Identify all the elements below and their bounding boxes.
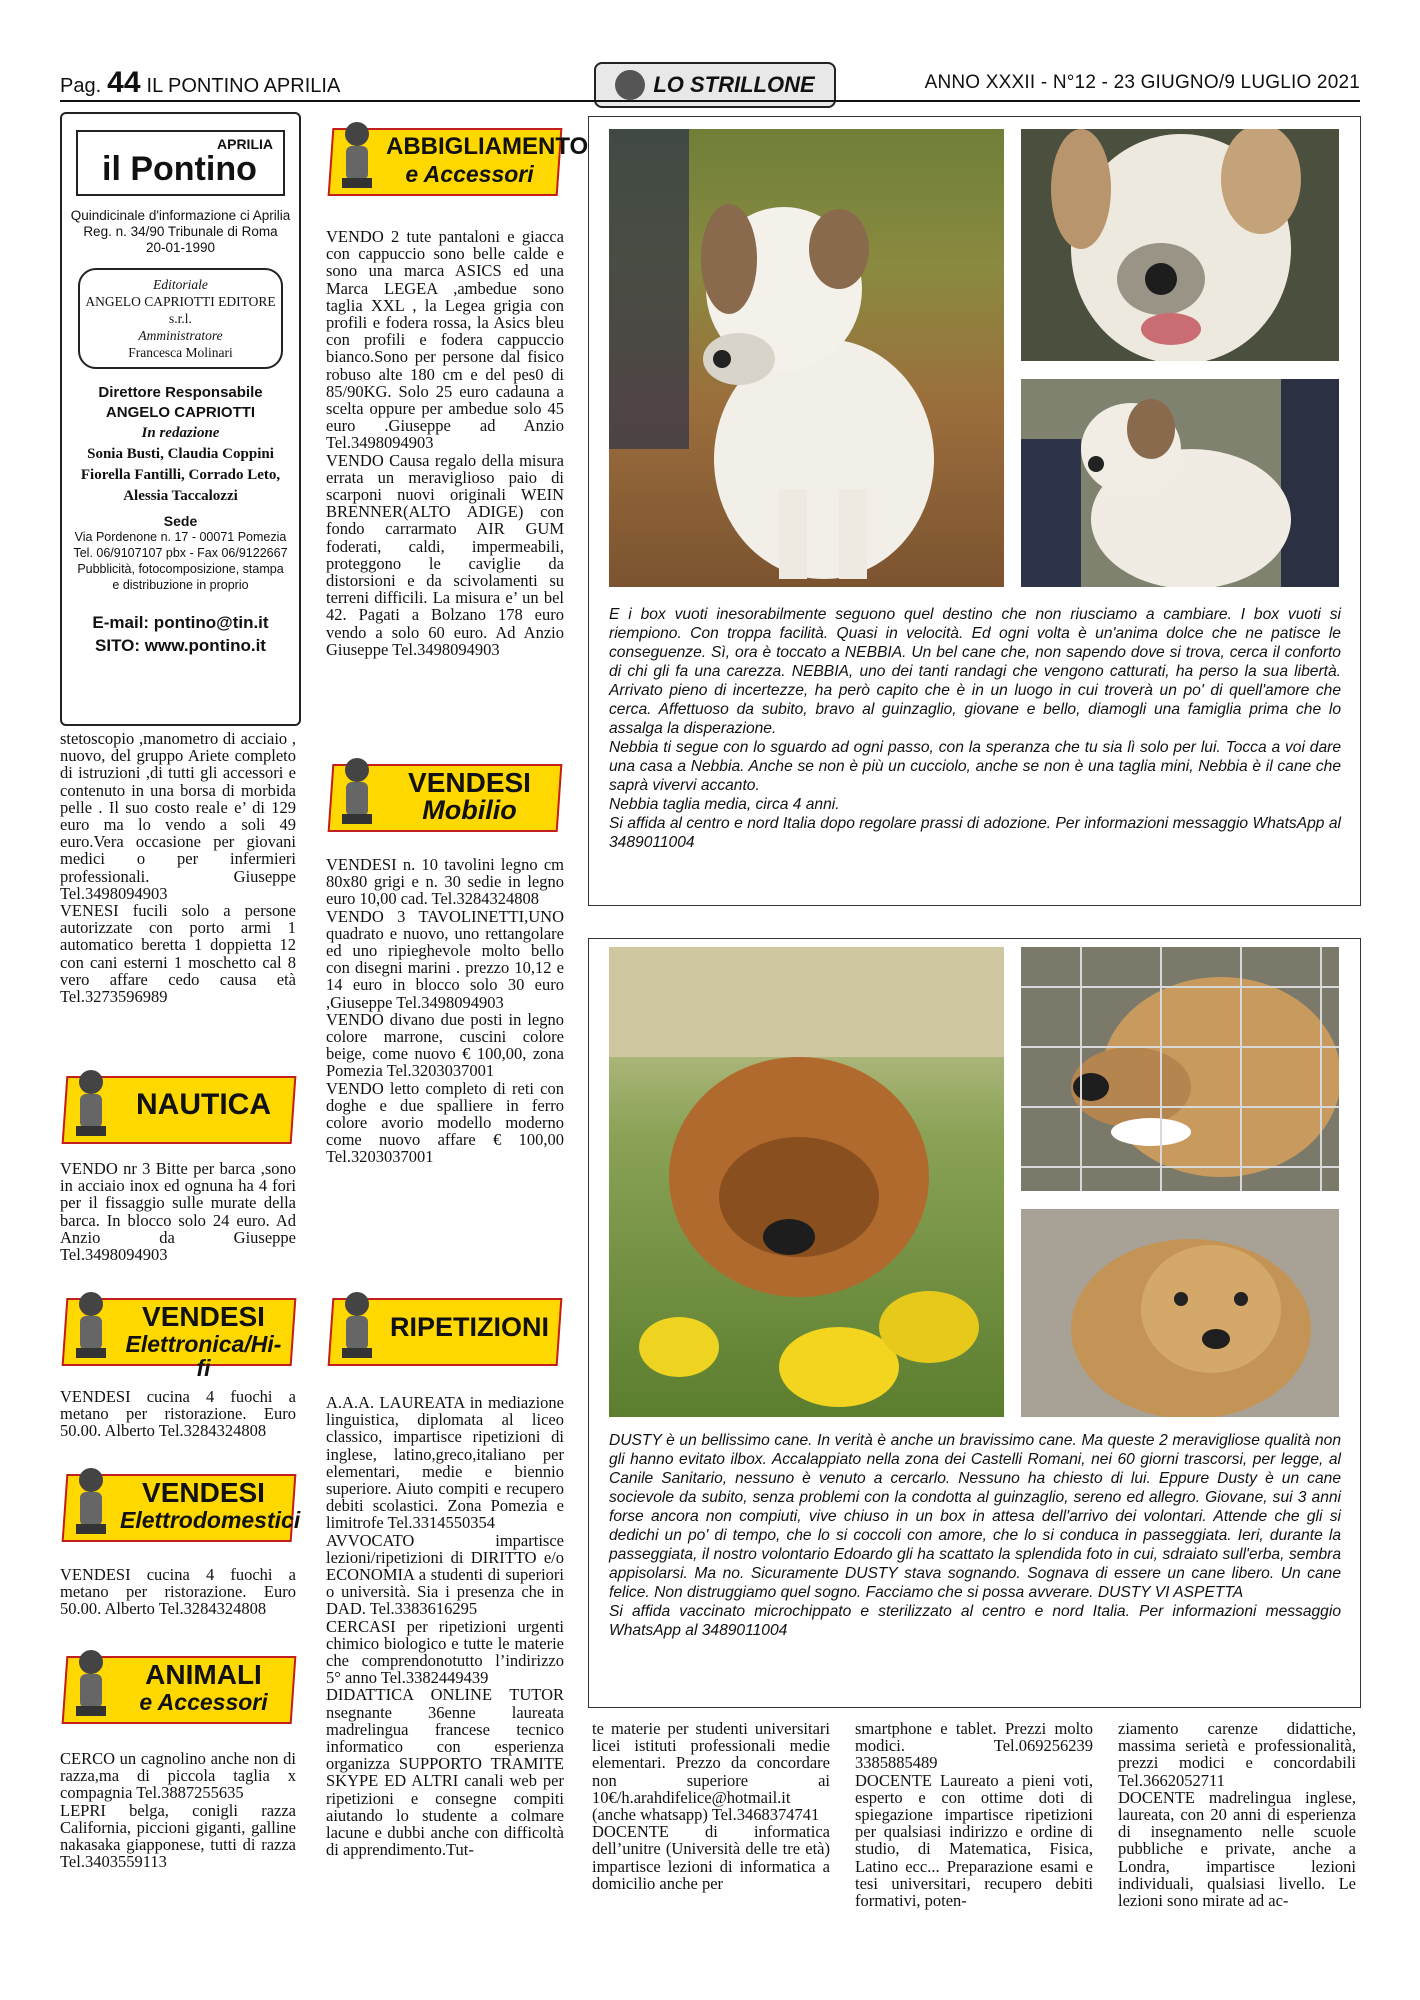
- masthead-title-box: [76, 130, 285, 196]
- sede-label: Sede: [163, 513, 198, 529]
- section-subtitle: e Accessori: [405, 161, 534, 187]
- ad-tavolini: VENDESI n. 10 tavolini legno cm 80x80 grigi e n. 30 sedie in legno euro 10,00 cad. Tel.3284324808: [326, 855, 564, 909]
- staff-line: Sonia Busti, Claudia Coppini: [87, 446, 274, 462]
- section-title: ANIMALI: [145, 1659, 262, 1690]
- dog-photo-icon: [1021, 947, 1339, 1191]
- strillone-icon: [68, 1286, 114, 1366]
- admin-name: Francesca Molinari: [128, 345, 233, 360]
- page-header-left: [60, 66, 340, 100]
- ad-cercasi: CERCASI per ripetizioni urgenti chimico biologico e tutte le materie che comprendonotutto l’indirizzo 5° anno Tel.3382449439: [326, 1616, 564, 1688]
- redazione-label: In redazione: [141, 425, 220, 441]
- ad-docente-laureato: DOCENTE Laureato a pieni voti, esperto e con ottime doti di spiegazione impartisce ripetizioni per qualsiasi indirizzo e ordine di studio, di Matematica, Fisica, Latino ecc... Preparazione esami e tesi universitari, recupero debiti formativi, poten-: [855, 1770, 1093, 1911]
- strillone-icon: [334, 752, 380, 832]
- ad-cucina: VENDESI cucina 4 fuochi a metano per ristorazione. Euro 50.00. Alberto Tel.3284324808: [60, 1565, 296, 1619]
- strillone-icon: [68, 1644, 114, 1724]
- masthead-desc-line: Quindicinale d'informazione ci Aprilia: [70, 208, 291, 223]
- ad-laureata: A.A.A. LAUREATA in mediazione linguistica, diplomata al liceo classico, impartisce ripetizioni di inglese, latino,greco,italiano per elementari, medie e biennio superiore. Aiuto compiti e recupero debiti scolastici. Zona Pomezia e limitrofe Tel.3314550354: [326, 1393, 564, 1533]
- section-title: VENDESI: [408, 767, 531, 798]
- bottom-col-1: [592, 1720, 830, 1892]
- page-label: Pag.: [60, 75, 102, 97]
- ad-docente-informatica: DOCENTE di informatica dell’unitre (Università delle tre età) impartisce lezioni di informatica a domicilio anche per: [592, 1822, 830, 1893]
- redazione-block: [62, 423, 299, 507]
- mobilio-ads: [326, 856, 564, 1166]
- masthead-desc-line: Reg. n. 34/90 Tribunale di Roma: [83, 224, 278, 239]
- ripetizioni-ads: [326, 1394, 564, 1858]
- section-badge-animali: [60, 1640, 295, 1730]
- dusty-photo-main: [609, 947, 1004, 1417]
- section-subtitle: Elettrodomestici: [120, 1507, 301, 1533]
- section-subtitle: Mobilio: [422, 795, 517, 825]
- section-badge-nautica: [60, 1060, 295, 1150]
- nebbia-paragraph: E i box vuoti inesorabilmente seguono quel destino che non riusciamo a cambiare. I box vuoti si riempiono. Con troppa facilità. Quasi in velocità. Ed ogni volta è un'anima dolce che ne patisce le conseguenze. Sì, ora è toccato a NEBBIA. Un bel cane che, non sapendo dove si trova, cerca il conforto di chi gli fa una carezza. NEBBIA, uno dei tanti randagi che vengono catturati, ha perso la sua libertà. Arrivato pieno di incertezze, ha però capito che è in un luogo in cui troverà un po' di quell'amore che cerca. Affettuoso da subito, bravo al guinzaglio, giovane e bello, diamogli una famiglia prima che lo assalga la disperazione.: [609, 606, 1341, 737]
- staff-line: Alessia Taccalozzi: [123, 488, 238, 504]
- nebbia-paragraph: Si affida al centro e nord Italia dopo regolare prassi di adozione. Per informazioni messaggio WhatsApp al 3489011004: [609, 815, 1341, 851]
- bottom-col-2: [855, 1720, 1093, 1909]
- ad-cagnolino: CERCO un cagnolino anche non di razza,ma di piccola taglia x compagnia Tel.3887255635: [60, 1749, 296, 1803]
- nebbia-story: [609, 605, 1341, 852]
- ad-docente-inglese: DOCENTE madrelingua inglese, laureata, con 20 anni di esperienza di insegnamento nelle scuole pubbliche e private, anche a Londra, impartisce lezioni individuali, qualsiasi livello. Le lezioni sono mirate ad ac-: [1118, 1787, 1356, 1911]
- address-line: Via Pordenone n. 17 - 00071 Pomezia: [74, 530, 287, 544]
- admin-label: Amministratore: [138, 328, 223, 343]
- section-badge-elettronica: [60, 1282, 295, 1381]
- dog-photo-icon: [1021, 129, 1339, 361]
- page-number: 44: [107, 66, 141, 99]
- section-title: VENDESI: [142, 1301, 265, 1332]
- section-badge-abbigliamento: [326, 112, 589, 202]
- ad-bitte: VENDO nr 3 Bitte per barca ,sono in acciaio inox ed ognuna ha 4 fori per il fissaggio sulle murate della barca. In blocco solo 24 euro. Ad Anzio da Giuseppe Tel.3498094903: [60, 1159, 296, 1265]
- dusty-paragraph: DUSTY è un bellissimo cane. In verità è anche un bravissimo cane. Ma queste 2 meravigliose qualità non gli hanno evitato ilbox. Accalappiato nella zona dei Castelli Romani, nei 60 giorni trascorsi, per legge, al Canile Sanitario, nessuno è venuto a cercarlo. Nessuno ha chiesto di lui. Eppure Dusty è un cane socievole da subito, senza problemi con la condotta al guinzaglio, sereno ed allegro. Giovane, sui 3 anni forse ancora non compiuti, vive chiuso in un box in attesa dell'arrivo dei volontari. Attende che gli si dedichi un po' di tempo, che lo si coccoli con amore, che lo si conduca in passeggiata. Ieri, durante la passeggiata, il nostro volontario Edoardo gli ha scattato la splendida foto in cui, sdraiato sull'erba, sembra appisolarsi. Ma no. Sicuramente DUSTY stava sognando. Sognava di essere un cane libero. Un cane felice. Non distruggiamo quel sogno. Facciamo che si possa avverare. DUSTY VI ASPETTA: [609, 1432, 1341, 1601]
- masthead-desc-line: 20-01-1990: [145, 240, 216, 255]
- section-badge-ripetizioni: [326, 1282, 561, 1372]
- ad-stetoscopio: stetoscopio ,manometro di acciaio , nuovo, del gruppo Ariete completo di istruzioni ,di tutti gli accessori e contenuto in una borsa di morbida pelle . Il suo costo reale e’ di 129 euro ma lo vendo a soli 49 euro.Vera occasione per giovani medici o per infermieri professionali. Giuseppe Tel.3498094903: [60, 729, 296, 903]
- section-subtitle: Elettronica/Hi-fi: [125, 1331, 282, 1381]
- dog-photo-icon: [1021, 1209, 1339, 1417]
- section-title: VENDESI: [142, 1477, 265, 1508]
- strillone-icon: [68, 1064, 114, 1144]
- ad-scarponi: VENDO Causa regalo della misura errata un meraviglioso paio di scarponi nuovi originali WEIN BRENNER(ALTO ADIGE) con fondo carrarmato AIR GUM foderati, caldi, impermeabili, proteggono le caviglie da distorsioni e da scivolamenti su terreni difficili. La misura e’ un bel 42. Pagati a Bolzano 178 euro vendo a solo 60 euro. Ad Anzio Giuseppe Tel.3498094903: [326, 450, 564, 659]
- dusty-photo-lying: [1021, 1209, 1339, 1417]
- director-name: ANGELO CAPRIOTTI: [105, 404, 256, 421]
- logo-text: LO STRILLONE: [653, 72, 815, 97]
- editore-box: [78, 268, 283, 369]
- ad-divano: VENDO divano due posti in legno colore marrone, cuscini colore beige, come nuovo € 100,00, zona Pomezia Tel.3203037001: [326, 1009, 564, 1081]
- ad-cucina: VENDESI cucina 4 fuochi a metano per ristorazione. Euro 50.00. Alberto Tel.3284324808: [60, 1387, 296, 1441]
- dog-photo-icon: [609, 129, 1004, 587]
- editore-name: ANGELO CAPRIOTTI EDITORE s.r.l.: [85, 294, 276, 326]
- nebbia-photo-main: [609, 129, 1004, 587]
- dog-photo-icon: [609, 947, 1004, 1417]
- nebbia-panel: [588, 116, 1361, 906]
- address-line: Tel. 06/9107107 pbx - Fax 06/9122667: [73, 546, 288, 560]
- abbigliamento-ads: [326, 228, 564, 658]
- nebbia-photo-side: [1021, 379, 1339, 587]
- nebbia-photo-face: [1021, 129, 1339, 361]
- director-label: Direttore Responsabile: [98, 384, 263, 401]
- masthead-city: APRILIA: [217, 136, 273, 152]
- issue-info: ANNO XXXII - N°12 - 23 GIUGNO/9 LUGLIO 2021: [924, 72, 1360, 93]
- mascot-icon: [615, 70, 645, 100]
- address-line: Pubblicità, fotocomposizione, stampa: [77, 562, 284, 576]
- elettronica-ads: [60, 1388, 296, 1440]
- nautica-ads: [60, 1160, 296, 1263]
- ad-avvocato: AVVOCATO impartisce lezioni/ripetizioni di DIRITTO e/o ECONOMIA a studenti di superiori o università. Sia i presenza che in DAD. Tel.3383616295: [326, 1530, 564, 1619]
- header-rule: [60, 100, 1360, 102]
- nebbia-paragraph: Nebbia ti segue con lo sguardo ad ogni passo, con la speranza che tu sia lì solo per lui. Tocca a voi dare una casa a Nebbia. Anche se non è più un cucciolo, anche se non è una taglia mini, Nebbia è il cane che saprà vivervi accanto.: [609, 739, 1341, 794]
- col1-top-ads: [60, 730, 296, 1005]
- director-block: [62, 383, 299, 423]
- section-badge-elettrodomestici: [60, 1458, 301, 1548]
- section-subtitle: e Accessori: [139, 1689, 268, 1715]
- section-title: RIPETIZIONI: [389, 1312, 549, 1342]
- elettrodomestici-ads: [60, 1566, 296, 1618]
- ad-letto: VENDO letto completo di reti con doghe e due spalliere in ferro colore avorio modello moderno come nuovo affare € 100,00 Tel.3203037001: [326, 1078, 564, 1167]
- bottom-col-3: [1118, 1720, 1356, 1909]
- ad-fucili: VENESI fucili solo a persone autorizzate con porto armi 1 automatico beretta 1 doppietta 12 con cani esterni 1 moschetto cal 8 vero affare cedo causa età Tel.3273596989: [60, 901, 296, 1007]
- staff-line: Fiorella Fantilli, Corrado Leto,: [80, 467, 281, 483]
- section-title: ABBIGLIAMENTO: [386, 133, 589, 160]
- nebbia-paragraph: Nebbia taglia media, circa 4 anni.: [609, 796, 840, 813]
- ad-informatica-cont: smartphone e tablet. Prezzi molto modici. Tel.069256239 3385885489: [855, 1719, 1093, 1773]
- dusty-panel: [588, 938, 1361, 1708]
- ad-laureato-cont: ziamento carenze didattiche, massima serietà e professionalità, prezzi modici e concordabili Tel.3662052711: [1118, 1719, 1356, 1790]
- website-text: SITO: www.pontino.it: [95, 636, 266, 655]
- address-block: [62, 529, 299, 593]
- email-text: E-mail: pontino@tin.it: [92, 613, 269, 632]
- masthead-name: il Pontino: [102, 150, 257, 188]
- dusty-paragraph: Si affida vaccinato microchippato e sterilizzato al centro e nord Italia. Per informazioni messaggio WhatsApp al 3489011004: [609, 1603, 1341, 1639]
- editorial-label: Editoriale: [153, 277, 208, 292]
- ad-lepri: LEPRI belga, conigli razza California, piccioni giganti, galline nakasaka giapponese, tutti di razza Tel.3403559113: [60, 1800, 296, 1872]
- strillone-icon: [68, 1462, 114, 1542]
- ad-tute: VENDO 2 tute pantaloni e giacca con cappuccio sono belle calde e sono una marca ASICS ed una Marca LEGEA ,ambedue sono taglia XXL , la Legea grigia con profili e fodera rossa, la Asics bleu con profili e fodera cappuccio bianco.Sono per persone dal fisico robuso alte 180 cm e del pes0 di 85/90KG. Solo 25 euro cadauna a scelta oppure per ambedue solo 45 euro .Giuseppe ad Anzio Tel.3498094903: [326, 227, 564, 453]
- animali-ads: [60, 1750, 296, 1870]
- publication-name: IL PONTINO APRILIA: [146, 75, 341, 97]
- section-title: NAUTICA: [136, 1088, 271, 1121]
- section-badge-mobilio: [326, 748, 561, 838]
- contact-block: [62, 611, 299, 657]
- strillone-icon: [334, 1286, 380, 1366]
- masthead-description: [62, 208, 299, 256]
- dusty-story: [609, 1431, 1341, 1640]
- strillone-icon: [334, 116, 380, 196]
- ad-tutor-cont: te materie per studenti universitari licei istituti professionali medie elementari. Prezzo da concordare non superiore ai 10€/h.arahdifelice@hotmail.it (anche whatsapp) Tel.3468374741: [592, 1719, 830, 1825]
- ad-didattica: DIDATTICA ONLINE TUTOR nsegnante 36enne laureata madrelingua francese tecnico informatico con esperienza organizza SUPPORTO TRAMITE SKYPE ED ALTRI canali web per ripetizioni e consegne compiti aiutando lo studente a colmare lacune e dubbi anche con difficoltà di apprendimento.Tut-: [326, 1685, 564, 1860]
- ad-tavolinetti: VENDO 3 TAVOLINETTI,UNO quadrato e nuovo, uno rettangolare ed uno ripieghevole molto bello con disegni marini . prezzo 10,12 e 14 euro in blocco solo 30 euro ,Giuseppe Tel.3498094903: [326, 906, 564, 1012]
- dog-photo-icon: [1021, 379, 1339, 587]
- address-line: e distribuzione in proprio: [112, 578, 249, 592]
- masthead-box: [60, 112, 301, 726]
- dusty-photo-fence: [1021, 947, 1339, 1191]
